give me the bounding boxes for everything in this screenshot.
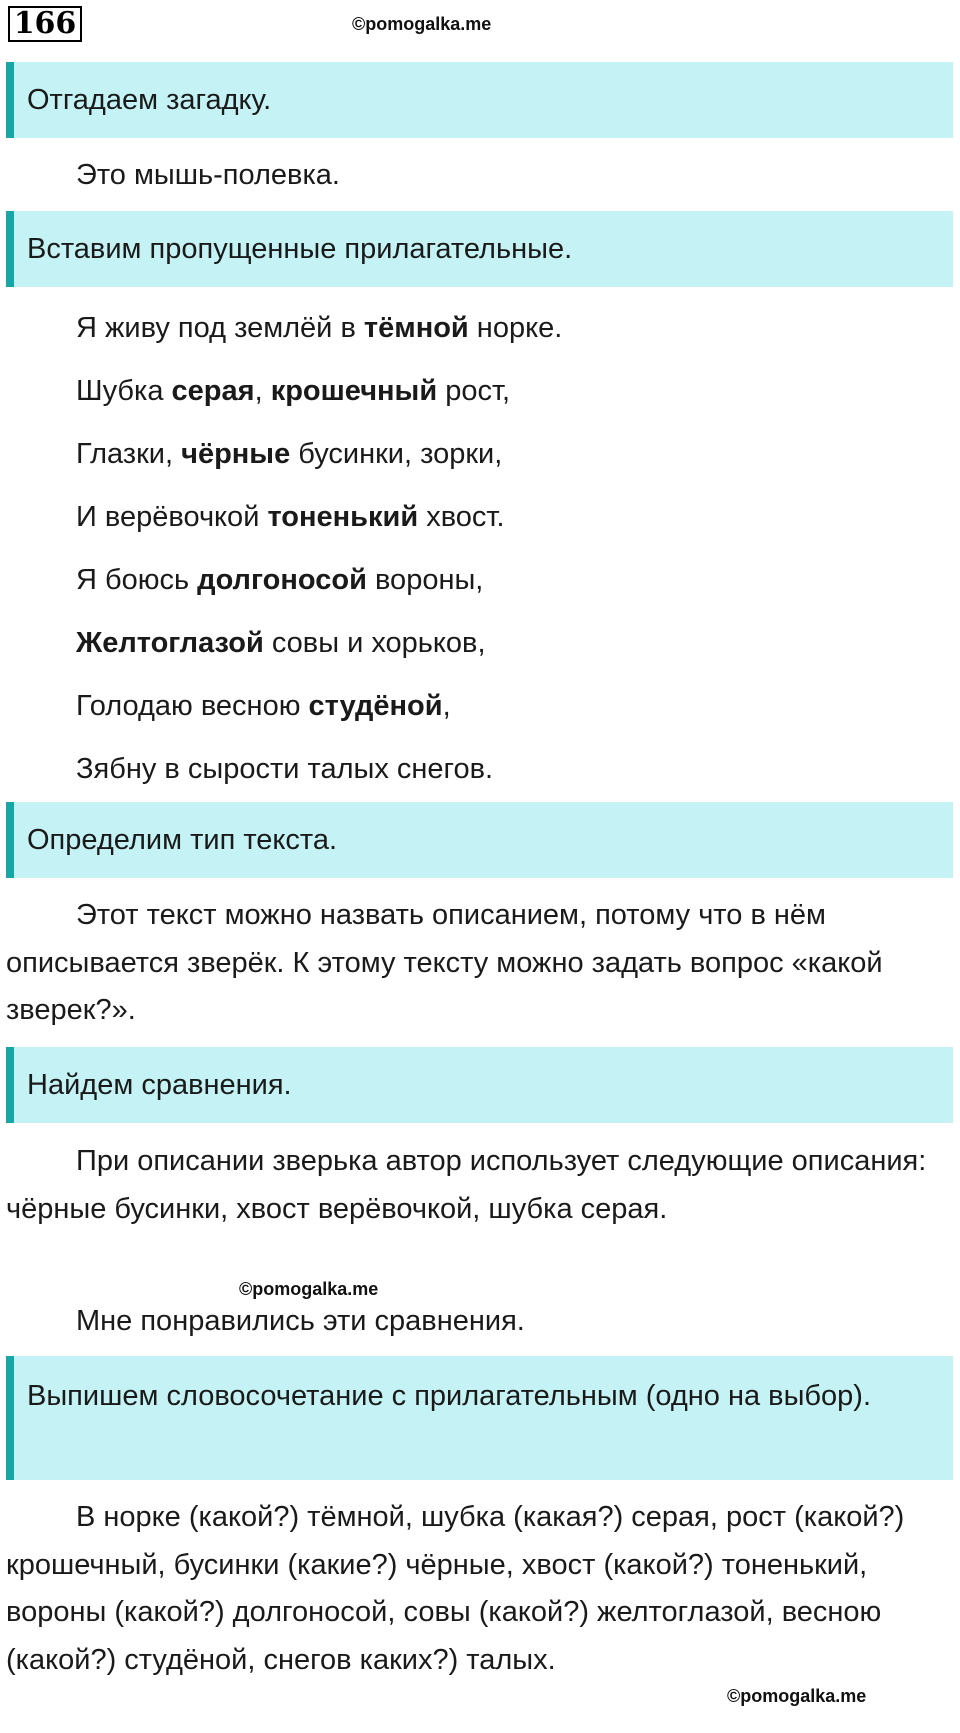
poem-text: Голодаю весною bbox=[76, 690, 309, 722]
poem-text: Глазки, bbox=[76, 438, 182, 470]
watermark-bottom: ©pomogalka.me bbox=[727, 1686, 867, 1706]
poem-line bbox=[76, 562, 483, 598]
poem-text: норке. bbox=[468, 312, 563, 344]
poem-text: совы и хорьков, bbox=[263, 627, 486, 659]
section-header-text-type: Определим тип текста. bbox=[6, 802, 953, 878]
poem-line bbox=[76, 373, 510, 409]
poem-text: Я боюсь bbox=[76, 564, 198, 596]
poem-text: рост, bbox=[437, 375, 511, 407]
inserted-adjective: тоненький bbox=[267, 501, 419, 533]
inserted-adjective: долгоносой bbox=[197, 564, 367, 596]
poem-text: Шубка bbox=[76, 375, 172, 407]
liked-comparisons: Мне понравились эти сравнения. bbox=[76, 1305, 525, 1337]
section-header-comparisons: Найдем сравнения. bbox=[6, 1047, 953, 1123]
poem-line bbox=[76, 436, 502, 472]
section-header-phrases: Выпишем словосочетание с прилагательным (одно на выбор). bbox=[6, 1356, 953, 1480]
section-header-riddle: Отгадаем загадку. bbox=[6, 62, 953, 138]
exercise-number: 166 bbox=[8, 6, 82, 42]
inserted-adjective: тёмной bbox=[363, 312, 469, 344]
inserted-adjective: чёрные bbox=[181, 438, 291, 470]
poem-text: И верёвочкой bbox=[76, 501, 268, 533]
poem-line bbox=[76, 310, 562, 346]
poem-line bbox=[76, 751, 493, 787]
text-type-paragraph: Этот текст можно назвать описанием, потому что в нём описывается зверёк. К этому тексту можно задать вопрос «какой зверек?». bbox=[6, 899, 883, 1026]
poem-line bbox=[76, 499, 505, 535]
poem-text: , bbox=[254, 375, 271, 407]
poem-line bbox=[76, 688, 451, 724]
poem-text: , bbox=[442, 690, 451, 722]
watermark-top: ©pomogalka.me bbox=[352, 14, 492, 34]
poem-text: вороны, bbox=[366, 564, 484, 596]
poem-line bbox=[76, 625, 486, 661]
poem-text: Я живу под землёй в bbox=[76, 312, 364, 344]
inserted-adjective: студёной bbox=[308, 690, 443, 722]
riddle-answer: Это мышь-полевка. bbox=[76, 159, 340, 191]
poem-text: Зябну в сырости талых снегов. bbox=[76, 753, 494, 785]
inserted-adjective: серая bbox=[171, 375, 255, 407]
comparisons-paragraph: При описании зверька автор использует следующие описания: чёрные бусинки, хвост верёвочкой, шубка серая. bbox=[6, 1145, 927, 1225]
phrases-paragraph: В норке (какой?) тёмной, шубка (какая?) серая, рост (какой?) крошечный, бусинки (какие?) чёрные, хвост (какой?) тоненький, вороны (какой?) долгоносой, совы (какой?) желтоглазой, весною (какой?) студёной, снегов каких?) талых. bbox=[6, 1501, 905, 1676]
poem-text: хвост. bbox=[418, 501, 505, 533]
watermark-middle: ©pomogalka.me bbox=[239, 1279, 379, 1299]
inserted-adjective: Желтоглазой bbox=[76, 627, 264, 659]
inserted-adjective: крошечный bbox=[270, 375, 438, 407]
poem-text: бусинки, зорки, bbox=[290, 438, 503, 470]
section-header-adjectives: Вставим пропущенные прилагательные. bbox=[6, 211, 953, 287]
